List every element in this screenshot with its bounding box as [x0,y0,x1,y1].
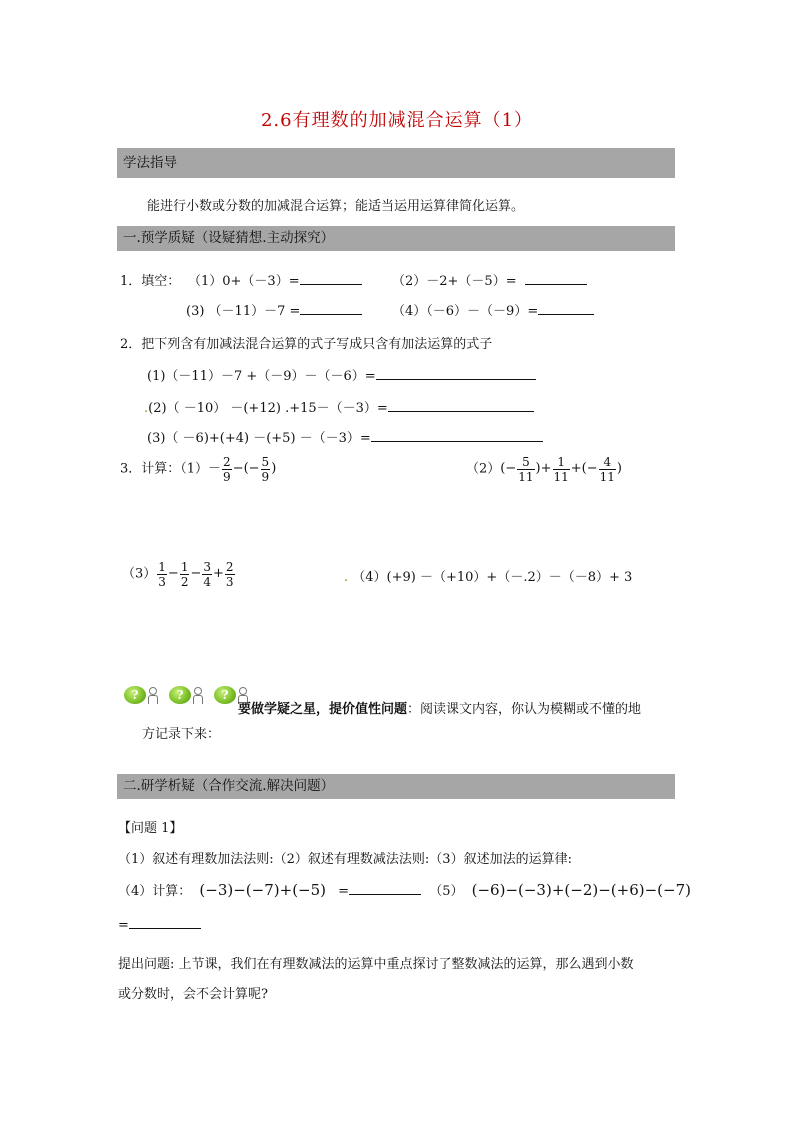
q2-lead: 2．把下列含有加减法混合运算的式子写成只含有加法运算的式子 [120,337,493,352]
denominator: 3 [225,574,234,589]
calc-4-expr: (−3)−(−7)+(−5) [199,881,327,899]
answer-blank[interactable] [388,410,534,412]
problem-1-line-1: （1）叙述有理数加法法则:（2）叙述有理数减法法则:（3）叙述加法的运算律: [118,852,572,867]
stray-dot: . [144,401,149,416]
answer-blank[interactable] [129,927,201,929]
answer-blank[interactable] [300,283,362,285]
q3-lead: 3．计算：（1）－ [120,461,222,477]
q2-item-c-text: (3)（ －6)+(+4) －(+5) －（－3）= [147,431,371,446]
operator: ) [616,461,622,476]
fraction [261,455,271,484]
q2-item-b [144,397,534,416]
operator: )+ [535,461,552,476]
q3-expr-1 [120,452,276,487]
denominator: 11 [518,469,534,484]
numerator: 1 [158,559,166,574]
fraction [202,560,212,589]
answer-blank[interactable] [538,313,594,315]
q3-expr-4 [344,566,632,585]
fraction [553,455,570,484]
question-bubble-icon: ? [169,686,191,704]
calc-5-eq: = [118,918,129,933]
answer-blank[interactable] [349,893,421,895]
numerator: 4 [599,455,616,470]
q3-expr-2-label: （2） [466,461,501,477]
denominator: 2 [180,574,189,589]
denominator: 9 [261,469,270,484]
fraction [180,560,190,589]
answer-blank[interactable] [300,313,362,315]
q1-item-d-text: （4）（－6）－（－9）= [392,304,539,319]
q3-expr-4-text: （4）(+9) －（+10）+（－.2）－（－8）+ 3 [352,570,633,585]
q1-lead: 1．填空： [120,274,181,289]
q3-expr-3 [122,557,236,592]
problem-1-calc-row [118,880,691,899]
denominator: 11 [553,469,569,484]
q2-item-a [147,365,536,384]
operator: + [213,566,224,581]
q1-item-c [186,300,362,319]
q1-item-c-text: (3) （－11）－7 = [186,304,301,319]
denominator: 4 [203,574,212,589]
numerator: 1 [553,455,570,470]
person-icon [192,686,202,704]
question-bubble-icon: ? [214,686,236,704]
q1-item-d [392,300,594,319]
q3-expr-3-label: （3） [122,566,157,582]
section-heading-study-guide: 学法指导 [117,148,675,178]
fraction [517,455,534,484]
fraction [222,455,232,484]
note-line-2: 方记录下来： [142,727,221,742]
numerator: 1 [180,559,189,574]
answer-blank[interactable] [525,283,587,285]
operator: − [190,566,202,581]
answer-blank[interactable] [371,440,543,442]
calc-4-label: （4）计算： [118,884,192,899]
numerator: 5 [261,454,270,469]
operator: − [167,566,179,581]
problem-1-label: 【问题 1】 [118,821,183,836]
fraction [157,560,167,589]
page-title: 2.6有理数的加减混合运算（1） [260,110,534,131]
fraction [225,560,235,589]
calc-5-answer [118,918,201,933]
q2-item-c [147,427,543,446]
person-icon [147,686,157,704]
paragraph-line-1: 提出问题: 上节课，我们在有理数减法的运算中重点探讨了整数减法的运算，那么遇到小数 [118,957,634,972]
section-heading-study-analysis: 二.研学析疑（合作交流.解决问题） [117,774,675,799]
denominator: 3 [158,574,166,589]
note-bold: 要做学疑之星，提价值性问题 [238,702,408,717]
numerator: 2 [225,559,234,574]
q1-item-a-text: （1）0+（－3）= [188,274,300,289]
denominator: 11 [599,469,615,484]
note-text-1: ：阅读课文内容，你认为模糊或不懂的地 [407,702,642,717]
stray-dot: . [344,570,349,585]
q1-item-a [188,270,362,289]
q2-item-a-text: (1)（－11）－7 +（－9）－（－6）= [147,369,376,384]
operator: +(− [570,461,598,476]
question-icons [124,686,247,704]
note-line-1 [238,698,641,717]
calc-5-label: （5） [429,884,464,899]
numerator: 3 [203,559,212,574]
study-guide-text: 能进行小数或分数的加减混合运算；能适当运用运算律简化运算。 [147,199,525,214]
q1-item-b [392,270,587,289]
denominator: 9 [223,469,231,484]
q3-expr-2 [466,452,622,487]
question-bubble-icon: ? [124,686,146,704]
operator: −(− [232,461,260,476]
operator: ) [271,461,277,476]
fraction [599,455,616,484]
calc-5-expr: (−6)−(−3)+(−2)−(+6)−(−7) [471,881,691,899]
numerator: 5 [517,455,534,470]
q1-item-b-text: （2）－2+（－5）= [392,274,517,289]
operator: (− [500,461,517,476]
section-heading-preview: 一.预学质疑（设疑猜想.主动探究） [117,226,675,251]
numerator: 2 [223,454,231,469]
q2-item-b-text: (2)（ －10） －(+12) .+15－（－3）= [148,401,388,416]
calc-4-eq: = [338,884,350,899]
answer-blank[interactable] [376,378,536,380]
paragraph-line-2: 或分数时，会不会计算呢? [118,987,268,1002]
